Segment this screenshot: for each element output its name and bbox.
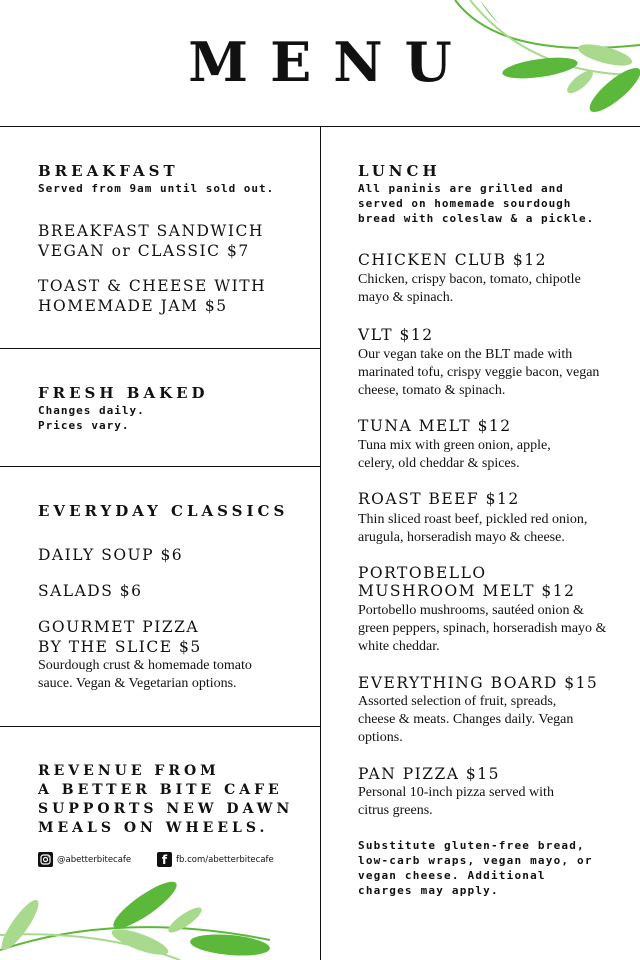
menu-item-title: BREAKFAST SANDWICH VEGAN or CLASSIC $7 — [38, 222, 264, 260]
facebook-link[interactable] — [157, 852, 274, 867]
menu-item-description: Assorted selection of fruit, spreads, cheese & meats. Changes daily. Vegan options. — [358, 694, 574, 745]
menu-item-description: Our vegan take on the BLT made with marinated tofu, crispy veggie bacon, vegan cheese, tomato & spinach. — [358, 347, 600, 398]
menu-item-description: Thin sliced roast beef, pickled red onion, arugula, horseradish mayo & cheese. — [358, 512, 588, 545]
menu-item-title: PORTOBELLO MUSHROOM MELT $12 — [358, 564, 576, 600]
menu-item-description: Sourdough crust & homemade tomato sauce. Vegan & Vegetarian options. — [38, 658, 252, 691]
instagram-icon — [38, 852, 53, 867]
section-divider — [0, 348, 320, 349]
menu-item-title: ROAST BEEF $12 — [358, 490, 520, 508]
page-title: MENU — [188, 30, 474, 94]
menu-item-description: Personal 10-inch pizza served with citrus greens. — [358, 785, 554, 818]
menu-item-title: CHICKEN CLUB $12 — [358, 251, 548, 269]
menu-item-title: DAILY SOUP $6 — [38, 546, 184, 564]
breakfast-heading: BREAKFAST — [38, 162, 179, 180]
lunch-note: All paninis are grilled and served on homemade sourdough bread with coleslaw & a pickle. — [358, 182, 595, 225]
menu-item-title: VLT $12 — [358, 326, 434, 344]
menu-item-description: Portobello mushrooms, sautéed onion & green peppers, spinach, horseradish mayo & white cheddar. — [358, 603, 607, 654]
everyday-classics-heading: EVERYDAY CLASSICS — [38, 502, 289, 520]
menu-item-title: TOAST & CHEESE WITH HOMEMADE JAM $5 — [38, 277, 267, 315]
column-divider — [320, 126, 321, 960]
substitution-footnote: Substitute gluten-free bread, low-carb wraps, vegan mayo, or vegan cheese. Additional charges may apply. — [358, 839, 593, 897]
menu-item-title: PAN PIZZA $15 — [358, 765, 500, 783]
section-divider — [0, 726, 320, 727]
instagram-handle: @abetterbitecafe — [57, 854, 132, 865]
breakfast-note: Served from 9am until sold out. — [38, 182, 275, 195]
instagram-link[interactable] — [38, 852, 131, 867]
facebook-url: fb.com/abetterbitecafe — [176, 854, 274, 865]
fresh-baked-note: Changes daily. Prices vary. — [38, 404, 145, 432]
menu-item-description: Chicken, crispy bacon, tomato, chipotle mayo & spinach. — [358, 272, 581, 305]
leaf-decoration-bottom — [0, 880, 280, 960]
menu-item-title: GOURMET PIZZA BY THE SLICE $5 — [38, 618, 202, 656]
menu-item-title: EVERYTHING BOARD $15 — [358, 674, 599, 692]
menu-item-description: Tuna mix with green onion, apple, celery, old cheddar & spices. — [358, 438, 551, 471]
facebook-icon: f — [157, 852, 172, 867]
revenue-statement: REVENUE FROM A BETTER BITE CAFE SUPPORTS NEW DAWN MEALS ON WHEELS. — [38, 763, 294, 836]
lunch-heading: LUNCH — [358, 162, 441, 180]
menu-item-title: SALADS $6 — [38, 582, 143, 600]
menu-item-title: TUNA MELT $12 — [358, 417, 512, 435]
section-divider — [0, 466, 320, 467]
fresh-baked-heading: FRESH BAKED — [38, 384, 209, 402]
